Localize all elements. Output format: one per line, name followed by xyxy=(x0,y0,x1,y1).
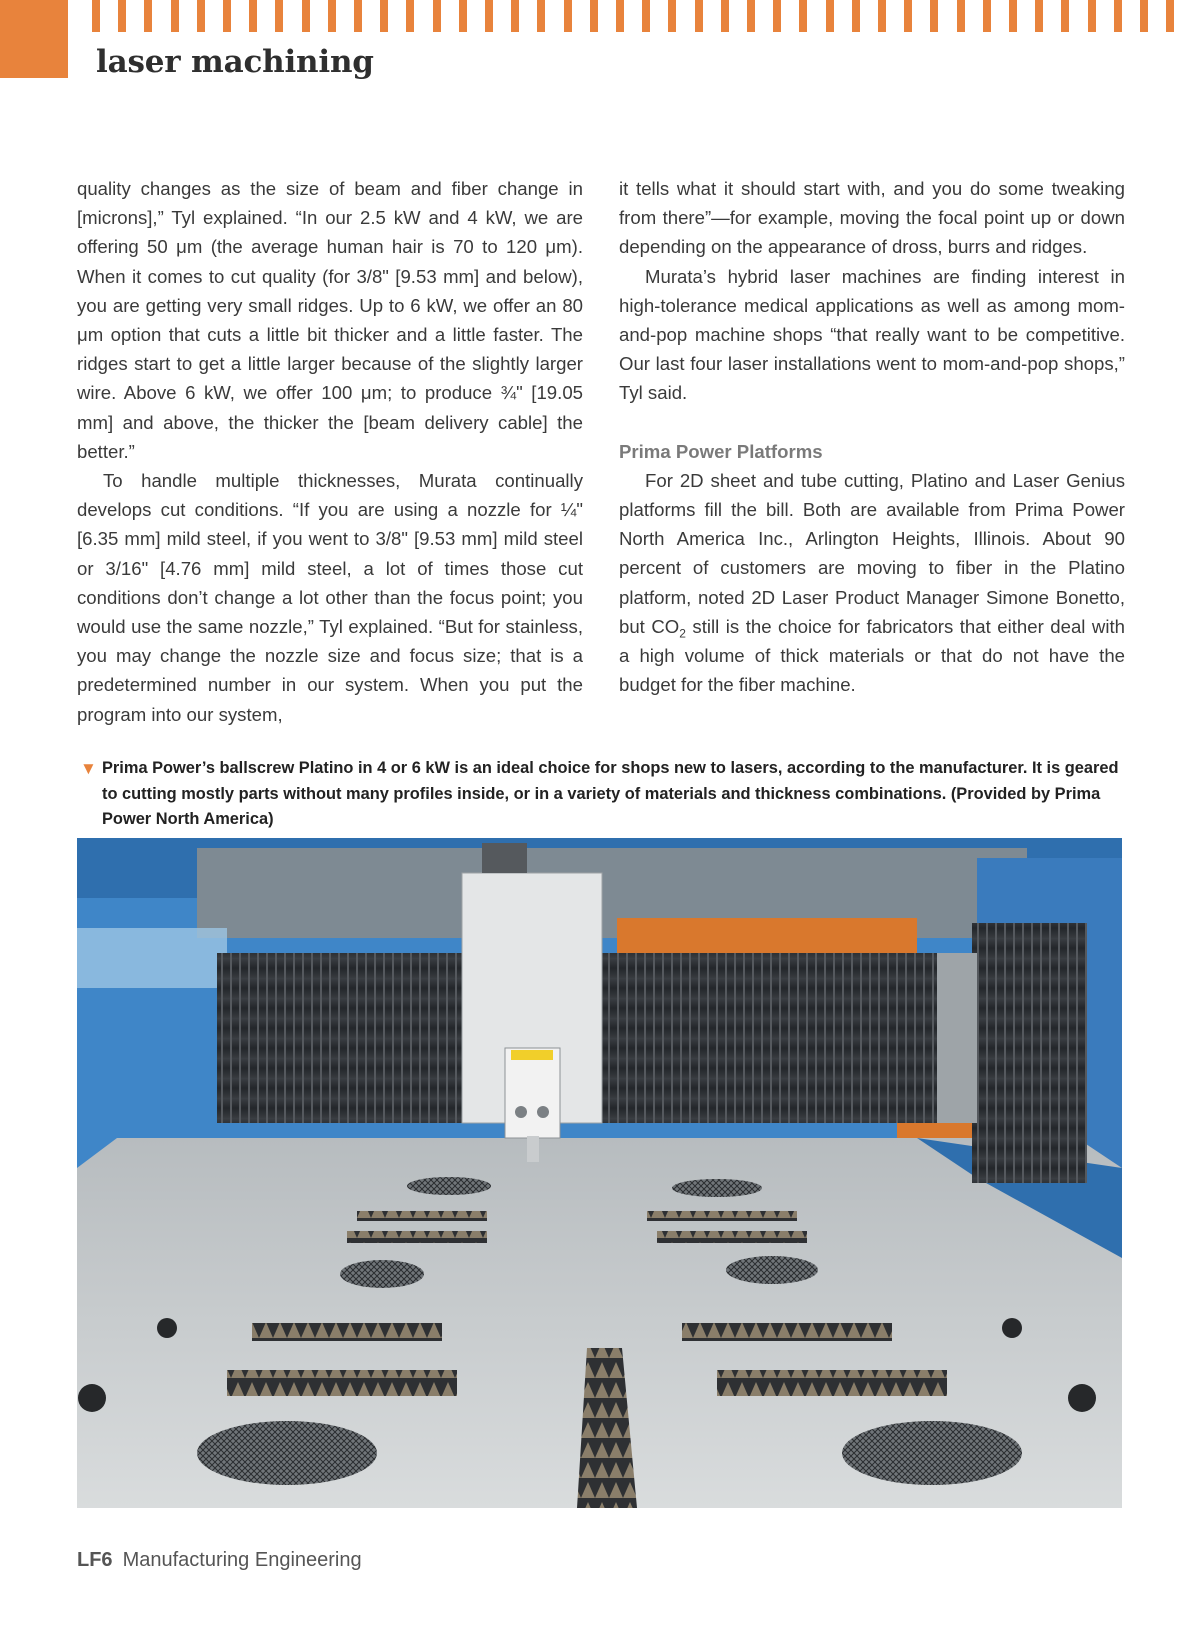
header-tick xyxy=(92,0,100,32)
header-tick xyxy=(249,0,257,32)
paragraph-3-lead: For 2D sheet and tube cutting, Platino and Laser Genius platforms fill the bill. Both are available from Prima Power North America Inc., Arlington Heights, Illinois. About 90 percent of customers are moving to fiber in the Platino platform, noted 2D Laser Product Manager Simone Bonetto, but CO xyxy=(619,469,1125,637)
right-paragraph-2: Murata’s hybrid laser machines are finding interest in high-tolerance medical applications as well as among mom-and-pop machine shops “that really want to be competitive. Our last four laser installations went to mom-and-pop shops,” Tyl said. xyxy=(619,265,1125,404)
section-title: laser machining xyxy=(96,44,374,80)
header-tick xyxy=(878,0,886,32)
header-tick xyxy=(852,0,860,32)
table-grid-round xyxy=(407,1177,491,1195)
slat-slots xyxy=(357,1211,487,1221)
slat-slots xyxy=(227,1370,457,1396)
header-tick-rule xyxy=(92,0,1182,32)
page-footer xyxy=(77,1549,362,1572)
slat-slots xyxy=(647,1211,797,1221)
paragraph-3-tail: still is the choice for fabricators that either deal with a high volume of thick materials or that do not have the budget for the fiber machine. xyxy=(619,615,1125,696)
header-tick xyxy=(197,0,205,32)
header-tick xyxy=(275,0,283,32)
left-column xyxy=(77,174,583,729)
header-tick xyxy=(616,0,624,32)
slat-slots xyxy=(682,1323,892,1341)
header-tick xyxy=(118,0,126,32)
bellows-left xyxy=(217,953,462,1123)
bellows-far-right xyxy=(972,923,1087,1183)
header-tick xyxy=(957,0,965,32)
bellows-right xyxy=(602,953,947,1123)
slat-slots xyxy=(347,1231,487,1243)
left-paragraph-1: quality changes as the size of beam and fiber change in [microns],” Tyl explained. “In our 2.5 kW and 4 kW, we are offering 50 μm (the average human hair is 70 to 120 μm). When it comes to cut quality (for 3/8" [9.53 mm] and below), you are getting very small ridges. Up to 6 kW, we offer an 80 μm option that cuts a little bit thicker and a little faster. The ridges start to get a little larger because of the slightly larger wire. Above 6 kW, we offer 100 μm; to produce ¾" [19.05 mm] and above, the thicker the [beam delivery cable] the better.” xyxy=(77,178,583,462)
header-tick xyxy=(511,0,519,32)
header-tick xyxy=(1035,0,1043,32)
head-port-right xyxy=(537,1106,549,1118)
gantry-end-plate xyxy=(937,953,977,1123)
right-paragraph-3 xyxy=(619,466,1125,700)
header-tick xyxy=(354,0,362,32)
header-tick xyxy=(433,0,441,32)
publication-name: Manufacturing Engineering xyxy=(122,1549,362,1571)
table-hole xyxy=(78,1384,106,1412)
caption-text: Prima Power’s ballscrew Platino in 4 or 6 kW is an ideal choice for shops new to lasers, according to the manufacturer. It is geared to cutting mostly parts without many profiles inside, or in a variety of materials and thickness combinations. (Provided by Prima Power North America) xyxy=(102,759,1119,828)
header-tick xyxy=(328,0,336,32)
warning-label xyxy=(511,1050,553,1060)
header-tick xyxy=(485,0,493,32)
table-hole xyxy=(1002,1318,1022,1338)
table-grid-round xyxy=(726,1256,818,1284)
slat-slots xyxy=(252,1323,442,1341)
laser-machine-photo xyxy=(77,838,1122,1508)
header-tick xyxy=(1009,0,1017,32)
header-tick xyxy=(537,0,545,32)
header-tick xyxy=(799,0,807,32)
header-tick xyxy=(747,0,755,32)
page-number: LF6 xyxy=(77,1549,113,1571)
slat-slots xyxy=(657,1231,807,1243)
table-grid-round xyxy=(672,1179,762,1197)
header-tick xyxy=(459,0,467,32)
slat-slots xyxy=(717,1370,947,1396)
header-tick xyxy=(1166,0,1174,32)
header-tick xyxy=(642,0,650,32)
header-tick xyxy=(773,0,781,32)
header-tick xyxy=(564,0,572,32)
header-tick xyxy=(144,0,152,32)
right-paragraph-1: it tells what it should start with, and you do some tweaking from there”—for example, moving the focal point up or down depending on the appearance of dross, burrs and ridges. xyxy=(619,178,1125,258)
header-tick xyxy=(983,0,991,32)
header-tick xyxy=(826,0,834,32)
header-tick xyxy=(302,0,310,32)
cutting-head xyxy=(505,1048,560,1138)
table-grid-round xyxy=(197,1421,377,1485)
corner-accent-block xyxy=(0,0,68,78)
header-tick xyxy=(1088,0,1096,32)
header-tick xyxy=(171,0,179,32)
header-tick xyxy=(223,0,231,32)
header-tick xyxy=(1140,0,1148,32)
header-tick xyxy=(721,0,729,32)
enclosure-window xyxy=(77,928,227,988)
left-paragraph-2: To handle multiple thicknesses, Murata continually develops cut conditions. “If you are using a nozzle for ¼" [6.35 mm] mild steel, if you went to 3/8" [9.53 mm] mild steel or 3/16" [4.76 mm] mild steel, a lot of times those cut conditions don’t change a lot other than the focus point; you would use the same nozzle,” Tyl explained. “But for stainless, you may change the nozzle size and focus size; that is a predetermined number in our system. When you put the program into our system, xyxy=(77,470,583,725)
nozzle xyxy=(527,1136,539,1162)
header-tick xyxy=(904,0,912,32)
header-tick xyxy=(380,0,388,32)
header-tick xyxy=(668,0,676,32)
caption-triangle-icon: ▼ xyxy=(80,759,97,778)
head-port-left xyxy=(515,1106,527,1118)
right-column xyxy=(619,174,1125,699)
header-tick xyxy=(1114,0,1122,32)
header-tick xyxy=(590,0,598,32)
co2-subscript: 2 xyxy=(679,626,686,641)
head-control-box xyxy=(482,843,527,873)
table-grid-round xyxy=(340,1260,424,1288)
table-hole xyxy=(157,1318,177,1338)
header-tick xyxy=(1061,0,1069,32)
subhead-prima-power-platforms: Prima Power Platforms xyxy=(619,440,823,462)
orange-gantry-frame xyxy=(617,918,917,958)
laser-machine-illustration xyxy=(77,838,1122,1508)
figure-caption xyxy=(80,756,1120,833)
table-hole xyxy=(1068,1384,1096,1412)
header-tick xyxy=(930,0,938,32)
header-tick xyxy=(695,0,703,32)
table-grid-round xyxy=(842,1421,1022,1485)
header-tick xyxy=(406,0,414,32)
